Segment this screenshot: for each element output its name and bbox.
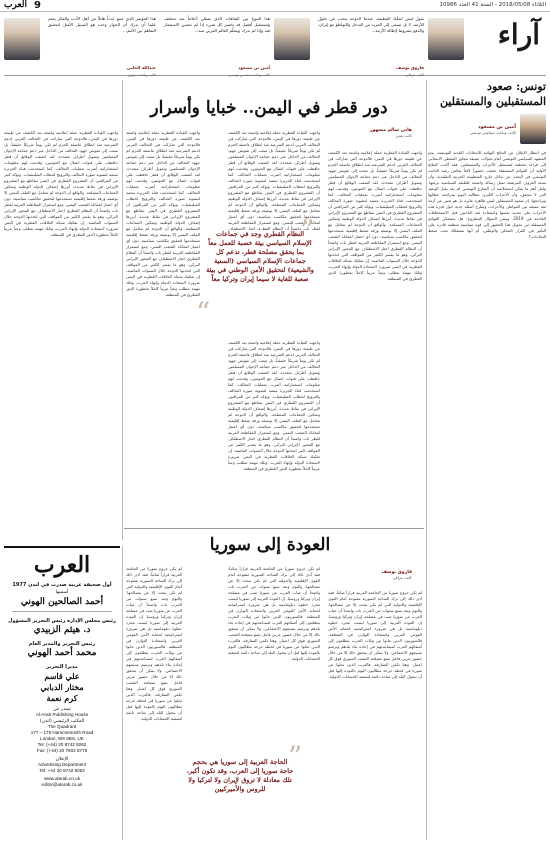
- opinion-article-tunisia: [428, 80, 546, 844]
- quote-text: هذا التنوع بين الثقافات الذي يعطي أحلاماً بغد مختلف ومستقبل أفضل قد يخسر كل شيء إذا لم نحسن الاستثمار فيه وإذا لم ندرك ويتعلّم العالم العربي منه...: [164, 16, 270, 33]
- author-name: فاروق يوسف: [381, 570, 412, 575]
- article-body-col: واجهت القيادة القطرية حملة إعلامية واسعة بعد الكشف عن طبيعة دورها في اليمن، فالدوحة التي شاركت في التحالف العربي لدعم الشرعية منذ انطلاق عاصفة الحزم لم تكن يوماً شريكاً حقيقياً، بل سعت إلى تقويض جهود التحالف من الداخل عبر دعم جماعة الإخوان المسلمين وتمويل أطراف متعددة. لقد كشفت الوقائع أن قطر حافظت على قنوات اتصال مع الحوثيين، وقدمت لهم معلومات استخباراتية أضرت بعمليات التحالف. كما استخدمت قناة الجزيرة منصة لتشويه صورة التحالف والترويج لخطاب الميليشيات. ويؤكد كثير من المراقبين أن المشروع القطري في اليمن يتقاطع مع المشروع الإيراني في نقاط عديدة، أبرزها إضعاف الدولة الوطنية وتمكين الجماعات المسلحة. والواقع أن الدوحة لم تتعامل مع الملف اليمني إلا بوصفه ورقة ضغط إقليمية تستخدمها لتحقيق مكاسب سياسية، دون أي اعتبار لمعاناة الشعب اليمني. ومع استمرار المقاطعة العربية لقطر بات واضحاً أن النظام القطري اختار الاصطفاف مع المحور الإيراني التركي، وهو ما يفسر الكثير من المواقف التي اتخذتها الدوحة خلال السنوات الماضية. إن تفكيك شبكة العلاقات القطرية في اليمن ضرورة لاستعادة الدولة وإنهاء الحرب، وتلك مهمة تتطلب وعياً عربياً كاملاً بخطورة الدور القطري في المنطقة.: [4, 130, 118, 237]
- article-body: في انتظار الإعلان عن النتائج النهائية للانتخابات البلدية التونسية، يبدو المشهد السياسي التونسي أمام تحولات عميقة تتجاوز المعطى الانتخابي إلى قراءة مختلفة لمستقبل الأحزاب والمستقلين. فقد أكدت النتائج الأولية أن القوائم المستقلة حققت حضوراً لافتاً يعكس رغبة الناخب التونسي في البحث عن بدائل خارج المنظومة الحزبية التقليدية، وأن نسبة العزوف المرتفعة تمثل رسالة واضحة للطبقة السياسية برمتها. ولعل أهم ما يمكن استخلاصه أن الشارع التونسي لم يعد يقبل الوعود التي لا تتحقق، وأن الأحزاب الكبرى مطالبة اليوم بمراجعة خطابها وبرامجها. إن صعود المستقلين ليس ظاهرة عابرة بل هو تعبير عن أزمة ثقة عميقة بين المواطن والأحزاب، ويطرح أسئلة جدية حول قدرة هذه الأحزاب على تجديد نفسها واستعادة ثقة الناخبين قبل الاستحقاقات القادمة في 2019. ويبقى السؤال المطروح: هل ستتمكن القوائم المستقلة من تحويل هذا الحضور إلى قوة سياسية منظمة قادرة على التأثير في القرار المحلي والوطني، أم أنها ستتفكك تحت ضغط التجاذبات؟: [428, 150, 546, 239]
- quote-mark-icon: ”: [300, 214, 315, 247]
- quote-author-role: كاتب عراقي: [405, 73, 424, 77]
- page-number: 9: [34, 0, 41, 11]
- newspaper-logo-small: العرب: [4, 0, 28, 10]
- email-link[interactable]: editor@alarab.co.uk: [41, 782, 83, 787]
- chair-label: رئيس مجلس الإدارة رئيس التحرير المسؤول: [8, 618, 116, 624]
- author-role: كاتب وباحث سياسي تونسي: [469, 129, 516, 135]
- quote-author-role: كاتب وباحث سوري: [127, 73, 156, 77]
- author-name: هاني سالم مسهور: [369, 128, 412, 133]
- editors-label: مديرا التحرير: [46, 664, 78, 670]
- author-meta: [470, 124, 516, 135]
- office-label: المكتب الرئيسي (لندن): [39, 719, 85, 724]
- founder-label: أسسها: [55, 590, 69, 595]
- gm-label: رئيس التحرير والمدير العام: [28, 641, 96, 647]
- article-title: تونس: صعود: [487, 80, 546, 93]
- quote-mark-icon: ”: [288, 740, 303, 773]
- section-title: آراء: [497, 18, 540, 51]
- author-name: أمين بن مسعود: [478, 123, 516, 130]
- article-title: المستقبلين والمستقلين: [439, 95, 546, 108]
- page-header-bar: [0, 0, 550, 12]
- ad-phone: Tel: +44 20 8742 9262: [39, 768, 85, 773]
- publisher-label: تصدر عن: [53, 707, 71, 712]
- pull-quote: الحاجة العربية إلى سوريا هي بحجم حاجة سوريا إلى العرب، وقد تكون أكبر، تلك معادلة لا تروق لإيران ولا لتركيا ولا للروس والأميركيين: [186, 758, 294, 793]
- author-byline: [428, 114, 546, 144]
- address-line: The Quadrant: [47, 724, 77, 729]
- header-quote: [160, 16, 310, 77]
- header-quote: [314, 16, 464, 77]
- author-byline: [342, 570, 412, 580]
- divider: [12, 611, 112, 612]
- author-role: كاتب عراقي: [392, 575, 412, 580]
- founded-note: أول صحيفة عربية صدرت في لندن 1977: [12, 582, 112, 588]
- founder-name: أحمد الصالحين الهوني: [20, 597, 104, 607]
- address-line: 177 – 179 Hammersmith Road: [30, 730, 94, 735]
- editor-name: مختار الدبابي: [40, 682, 84, 692]
- publisher-name: Al-Arab Publishing House: [35, 712, 89, 717]
- issue-info: الثلاثاء 2018/05/08 - السنة 41 العدد 10986: [439, 2, 546, 8]
- quote-author: أمين بن مسعود: [238, 65, 270, 70]
- header-quote: [4, 16, 156, 77]
- header-strip: [4, 14, 546, 76]
- author-photo: [4, 18, 40, 60]
- headline: العودة إلى سوريا: [209, 535, 331, 555]
- address-line: London, W6 8BS, UK: [40, 736, 84, 741]
- author-photo: [428, 18, 464, 60]
- article-body-col: لم يكن خروج سوريا من الجامعة العربية قراراً صائباً، فقد أدى ذلك إلى ترك الساحة السورية مفتوحة أمام القوى الإقليمية والدولية التي لم تكن تبحث إلا عن مصالحها. واليوم وبعد سبع سنوات من الحرب بات واضحاً أن غياب العرب عن سوريا صب في مصلحة إيران وتركيا وروسيا. إن العودة العربية إلى سوريا ليست مجرد خطوة دبلوماسية بل هي ضرورة استراتيجية لحماية الأمن القومي العربي واستعادة التوازن في المنطقة. فالسوريون الذين عانوا من ويلات الحرب يتطلعون إلى أشقائهم العرب لمساعدتهم في إعادة بناء بلدهم وترميم نسيجهم الاجتماعي. ولا يمكن أن يتحقق ذلك إلا من خلال حضور عربي فاعل يضع مصلحة الشعب السوري فوق كل اعتبار. وهنا تكمن المفارقة، فالعرب الذين تخلوا عن سوريا في لحظة حرجة مطالبون اليوم بالعودة إليها قبل أن يتحول البلد إلى ساحة دائمة لتصفية الحسابات الدولية.: [328, 590, 422, 679]
- article-separator: [124, 528, 424, 529]
- ad-label: الإعلان: [55, 757, 69, 762]
- article-body-col: لم يكن خروج سوريا من الجامعة العربية قراراً صائباً، فقد أدى ذلك إلى ترك الساحة السورية مفتوحة أمام القوى الإقليمية والدولية التي لم تكن تبحث إلا عن مصالحها. واليوم وبعد سبع سنوات من الحرب بات واضحاً أن غياب العرب عن سوريا صب في مصلحة إيران وتركيا وروسيا. إن العودة العربية إلى سوريا ليست مجرد خطوة دبلوماسية بل هي ضرورة استراتيجية لحماية الأمن القومي العربي واستعادة التوازن في المنطقة. فالسوريون الذين عانوا من ويلات الحرب يتطلعون إلى أشقائهم العرب لمساعدتهم في إعادة بناء بلدهم وترميم نسيجهم الاجتماعي. ولا يمكن أن يتحقق ذلك إلا من خلال حضور عربي فاعل يضع مصلحة الشعب السوري فوق كل اعتبار. وهنا تكمن المفارقة، فالعرب الذين تخلوا عن سوريا في لحظة حرجة مطالبون اليوم بالعودة إليها قبل أن يتحول البلد إلى ساحة دائمة لتصفية الحسابات الدولية.: [126, 566, 182, 721]
- quote-author-role: كاتب وباحث سياسي تونسي: [228, 73, 270, 77]
- quote-text: تقول ليس لحقّك القطيعة، عندما الدوحة تبحث عن حلول للأزمة، لا بل تسعى إلى المزيد من التدخل والتواطؤ مع إيران، والدفع بشروط لإطالة الأزمة...: [318, 16, 424, 33]
- article-body-col: واجهت القيادة القطرية حملة إعلامية واسعة بعد الكشف عن طبيعة دورها في اليمن، فالدوحة التي شاركت في التحالف العربي لدعم الشرعية منذ انطلاق عاصفة الحزم لم تكن يوماً شريكاً حقيقياً، بل سعت إلى تقويض جهود التحالف من الداخل عبر دعم جماعة الإخوان المسلمين وتمويل أطراف متعددة. لقد كشفت الوقائع أن قطر حافظت على قنوات اتصال مع الحوثيين، وقدمت لهم معلومات استخباراتية أضرت بعمليات التحالف. كما استخدمت قناة الجزيرة منصة لتشويه صورة التحالف والترويج لخطاب الميليشيات. ويؤكد كثير من المراقبين أن المشروع القطري في اليمن يتقاطع مع المشروع الإيراني في نقاط عديدة، أبرزها إضعاف الدولة الوطنية وتمكين الجماعات المسلحة. والواقع أن الدوحة لم تتعامل مع الملف اليمني إلا بوصفه ورقة ضغط إقليمية تستخدمها لتحقيق مكاسب سياسية، دون أي اعتبار لمعاناة الشعب اليمني. ومع استمرار المقاطعة العربية لقطر بات واضحاً أن النظام القطري اختار الاصطفاف مع المحور الإيراني التركي، وهو ما يفسر الكثير من المواقف التي اتخذتها الدوحة خلال السنوات الماضية. إن تفكيك شبكة العلاقات القطرية في اليمن ضرورة لاستعادة الدولة وإنهاء الحرب، وتلك مهمة تتطلب وعياً عربياً كاملاً بخطورة الدور القطري في المنطقة.: [126, 130, 200, 297]
- quote-author: فاروق يوسف: [396, 65, 424, 70]
- author-photo: [274, 18, 310, 60]
- headline: دور قطر في اليمن.. خبايا وأسرار: [150, 98, 388, 118]
- author-photo: [520, 114, 546, 144]
- editor-name: كرم نعمة: [46, 693, 78, 703]
- fax-number: Fax: (+44) 20 7602 8778: [36, 748, 88, 753]
- phone-number: Tel: (+44) 20 8742 9262: [37, 742, 87, 747]
- article-body-col: واجهت القيادة القطرية حملة إعلامية واسعة بعد الكشف عن طبيعة دورها في اليمن، فالدوحة التي شاركت في التحالف العربي لدعم الشرعية منذ انطلاق عاصفة الحزم لم تكن يوماً شريكاً حقيقياً، بل سعت إلى تقويض جهود التحالف من الداخل عبر دعم جماعة الإخوان المسلمين وتمويل أطراف متعددة. لقد كشفت الوقائع أن قطر حافظت على قنوات اتصال مع الحوثيين، وقدمت لهم معلومات استخباراتية أضرت بعمليات التحالف. كما استخدمت قناة الجزيرة منصة لتشويه صورة التحالف والترويج لخطاب الميليشيات. ويؤكد كثير من المراقبين أن المشروع القطري في اليمن يتقاطع مع المشروع الإيراني في نقاط عديدة، أبرزها إضعاف الدولة الوطنية وتمكين الجماعات المسلحة. والواقع أن الدوحة لم تتعامل مع الملف اليمني إلا بوصفه ورقة ضغط إقليمية تستخدمها لتحقيق مكاسب سياسية، دون أي اعتبار لمعاناة الشعب اليمني. ومع استمرار المقاطعة العربية لقطر بات واضحاً أن النظام القطري اختار الاصطفاف مع المحور الإيراني التركي، وهو ما يفسر الكثير من المواقف التي اتخذتها الدوحة خلال السنوات الماضية. إن تفكيك شبكة العلاقات القطرية في اليمن ضرورة لاستعادة الدولة وإنهاء الحرب، وتلك مهمة تتطلب وعياً عربياً كاملاً بخطورة الدور القطري في المنطقة.: [228, 340, 320, 471]
- chair-name: د. هيثم الزبيدي: [33, 625, 91, 635]
- ad-department: Advertising Department: [37, 762, 86, 767]
- article-body-col: واجهت القيادة القطرية حملة إعلامية واسعة بعد الكشف عن طبيعة دورها في اليمن، فالدوحة التي شاركت في التحالف العربي لدعم الشرعية منذ انطلاق عاصفة الحزم لم تكن يوماً شريكاً حقيقياً، بل سعت إلى تقويض جهود التحالف من الداخل عبر دعم جماعة الإخوان المسلمين وتمويل أطراف متعددة. لقد كشفت الوقائع أن قطر حافظت على قنوات اتصال مع الحوثيين، وقدمت لهم معلومات استخباراتية أضرت بعمليات التحالف. كما استخدمت قناة الجزيرة منصة لتشويه صورة التحالف والترويج لخطاب الميليشيات. ويؤكد كثير من المراقبين أن المشروع القطري في اليمن يتقاطع مع المشروع الإيراني في نقاط عديدة، أبرزها إضعاف الدولة الوطنية وتمكين الجماعات المسلحة. والواقع أن الدوحة لم تتعامل مع الملف اليمني إلا بوصفه ورقة ضغط إقليمية تستخدمها لتحقيق مكاسب سياسية، دون أي اعتبار لمعاناة الشعب اليمني. ومع استمرار المقاطعة العربية لقطر بات واضحاً أن النظام القطري اختار الاصطفاف: [228, 130, 320, 230]
- article-body-col: واجهت القيادة القطرية حملة إعلامية واسعة بعد الكشف عن طبيعة دورها في اليمن، فالدوحة التي شاركت في التحالف العربي لدعم الشرعية منذ انطلاق عاصفة الحزم لم تكن يوماً شريكاً حقيقياً، بل سعت إلى تقويض جهود التحالف من الداخل عبر دعم جماعة الإخوان المسلمين وتمويل أطراف متعددة. لقد كشفت الوقائع أن قطر حافظت على قنوات اتصال مع الحوثيين، وقدمت لهم معلومات استخباراتية أضرت بعمليات التحالف. كما استخدمت قناة الجزيرة منصة لتشويه صورة التحالف والترويج لخطاب الميليشيات. ويؤكد كثير من المراقبين أن المشروع القطري في اليمن يتقاطع مع المشروع الإيراني في نقاط عديدة، أبرزها إضعاف الدولة الوطنية وتمكين الجماعات المسلحة. والواقع أن الدوحة لم تتعامل مع الملف اليمني إلا بوصفه ورقة ضغط إقليمية تستخدمها لتحقيق مكاسب سياسية، دون أي اعتبار لمعاناة الشعب اليمني. ومع استمرار المقاطعة العربية لقطر بات واضحاً أن النظام القطري اختار الاصطفاف مع المحور الإيراني التركي، وهو ما يفسر الكثير من المواقف التي اتخذتها الدوحة خلال السنوات الماضية. إن تفكيك شبكة العلاقات القطرية في اليمن ضرورة لاستعادة الدولة وإنهاء الحرب، وتلك مهمة تتطلب وعياً عربياً كاملاً بخطورة الدور القطري في المنطقة.: [328, 150, 422, 281]
- author-role: كاتب يمني: [395, 133, 412, 138]
- column-divider: [122, 80, 123, 540]
- masthead-box: [4, 546, 120, 840]
- column-divider: [122, 546, 123, 840]
- author-byline: [342, 128, 412, 138]
- editor-name: علي قاسم: [44, 671, 80, 681]
- newspaper-logo: العرب: [33, 552, 91, 578]
- quote-mark-icon: “: [196, 296, 211, 329]
- quote-author: عبدالله الحلبي: [126, 65, 156, 70]
- website-link[interactable]: www.alarab.co.uk: [43, 776, 80, 781]
- gm-name: محمد أحمد الهوني: [27, 648, 97, 658]
- article-body-col: لم يكن خروج سوريا من الجامعة العربية قراراً صائباً، فقد أدى ذلك إلى ترك الساحة السورية مفتوحة أمام القوى الإقليمية والدولية التي لم تكن تبحث إلا عن مصالحها. واليوم وبعد سبع سنوات من الحرب بات واضحاً أن غياب العرب عن سوريا صب في مصلحة إيران وتركيا وروسيا. إن العودة العربية إلى سوريا ليست مجرد خطوة دبلوماسية بل هي ضرورة استراتيجية لحماية الأمن القومي العربي واستعادة التوازن في المنطقة. فالسوريون الذين عانوا من ويلات الحرب يتطلعون إلى أشقائهم العرب لمساعدتهم في إعادة بناء بلدهم وترميم نسيجهم الاجتماعي. ولا يمكن أن يتحقق ذلك إلا من خلال حضور عربي فاعل يضع مصلحة الشعب السوري فوق كل اعتبار. وهنا تكمن المفارقة، فالعرب الذين تخلوا عن سوريا في لحظة حرجة مطالبون اليوم بالعودة إليها قبل أن يتحول البلد إلى ساحة دائمة لتصفية الحسابات الدولية.: [228, 566, 320, 661]
- pull-quote: النظام القطري وجد في جماعات الإسلام السياسي بيئة خصبة للعمل معاً بما يحقق مصلحة قطر، تدعم كل جماعات الإسلام السياسي (السنية والشيعية) لتحقيق الأمن الوطني في بيئة صعبة للغاية لا سيما إيران وتركيا معاً: [206, 230, 314, 283]
- quote-text: هذا المؤتمر الذي جمع عدداً هائلاً من أهل الأدب والفكر يحتم علينا أن ندرك أن الحوار وحده هو السبيل الأمثل لتحقيق التفاهم بين الأمم...: [48, 16, 156, 33]
- column-divider: [426, 80, 427, 840]
